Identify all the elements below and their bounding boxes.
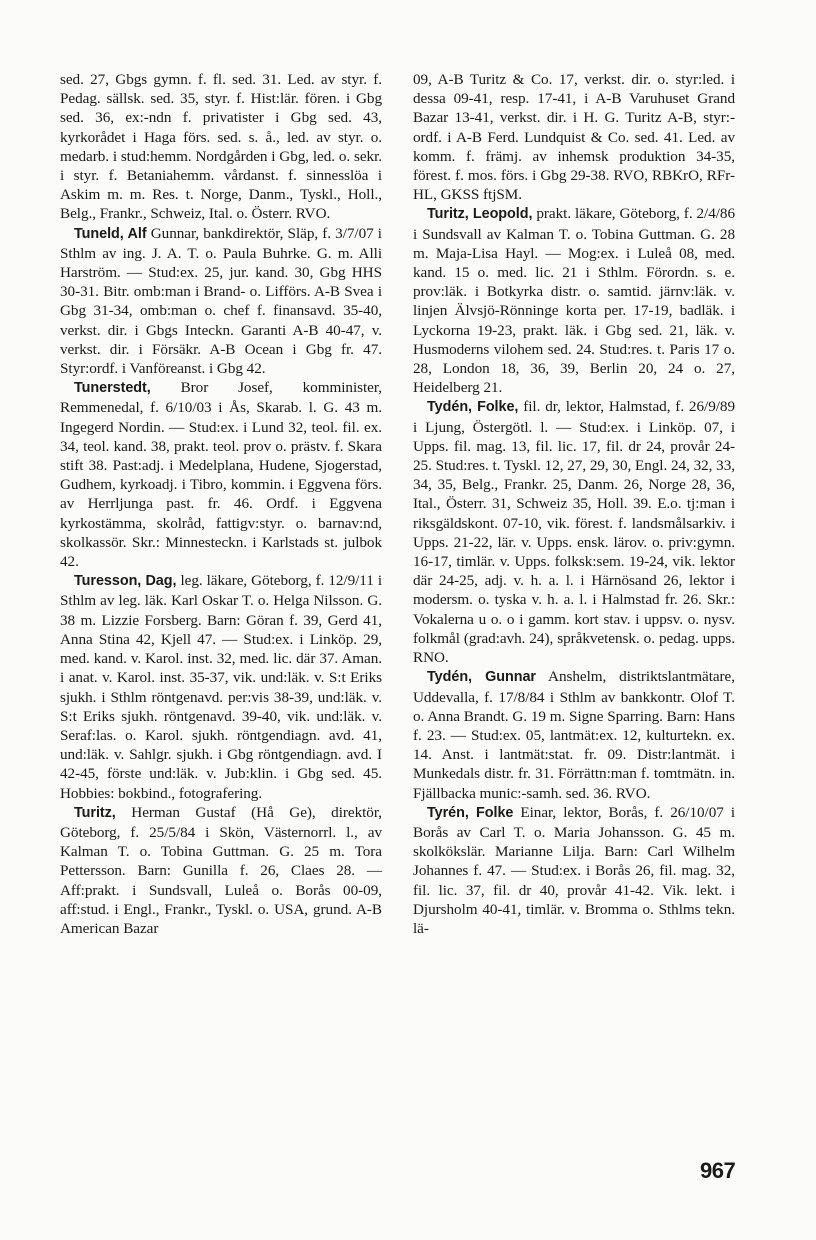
entry-name: Turitz, Leopold,: [427, 206, 533, 223]
entry-name: Turesson, Dag,: [74, 573, 177, 590]
entry-name: Tunerstedt,: [74, 380, 151, 397]
entry-text: 09, A-B Turitz & Co. 17, verkst. dir. o. styr:led. i dessa 09-41, resp. 17-41, i A-B Varuhuset Grand Bazar 13-41, verkst. dir. i H. G. Turitz A-B, styr:-ordf. i A-B Ferd. Lundquist & Co. sed. 41. Led. av komm. f. främj. av inhemsk produktion 34-35, förest. f. mos. förs. i Gbg 29-38. RVO, RBKrO, RFr-HL, GKSS ftjSM.: [413, 71, 735, 204]
entry-turesson: [60, 571, 382, 802]
left-column: [60, 70, 382, 938]
entry-text: fil. dr, lektor, Halmstad, f. 26/9/89 i Ljung, Östergötl. l. — Stud:ex. i Linköp. 07, i Upps. fil. mag. 13, fil. lic. 17, fil. dr 24, provår 24-25. Stud:res. t. Tyskl. 12, 27, 29, 30, Engl. 24, 32, 33, 34, 35, Belg., Frankr. 25, Danm. 26, Norge 28, 36, Ital., Österr. 31, Schweiz 35, Holl. 39. E.o. tj:man i riksgäldskont. 07-10, vik. förest. f. landsmålsarkiv. i Upps. 21-22, lär. v. Upps. ensk. lärov. o. priv:gymn. 16-17, timlär. v. Upps. folksk:sem. 19-24, vik. lektor där 24-25, adj. v. h. a. l. i Härnösand 26, lektor i modersm. o. tyska v. h. a. l. i Halmstad fr. 26. Skr.: Vokalerna u o. o i gamm. kort stav. i uppsv. o. nysv. folkmål (grad:avh. 24), språkvetensk. o. pedag. upps. RNO.: [413, 398, 735, 667]
entry-name: Tyrén, Folke: [427, 804, 514, 821]
entry-text: Gunnar, bankdirektör, Släp, f. 3/7/07 i Sthlm av ing. J. A. T. o. Paula Buhrke. G. m. Alli Harström. — Stud:ex. 25, jur. kand. 30, Gbg HHS 30-31. Bitr. omb:man i Brand- o. Lifförs. A-B Svea i Gbg 31-34, omb:man o. chef f. finansavd. 35-40, verkst. dir. i Gbgs Inteckn. Garanti A-B 40-47, v. verkst. dir. i Försäkr. A-B Ocean i Gbg fr. 47. Styr:ordf. i Vanföreanst. i Gbg 42.: [60, 224, 382, 378]
entry-tyden-gunnar: [413, 667, 735, 802]
entry-text: Herman Gustaf (Hå Ge), direktör, Göteborg, f. 25/5/84 i Skön, Västernorrl. l., av Kalman T. o. Tobina Guttman. G. 25 m. Tora Pettersson. Barn: Gunilla f. 26, Claes 28. — Aff:prakt. i Sundsvall, Luleå o. Borås 00-09, aff:stud. i Engl., Frankr., Tyskl. o. USA, grund. A-B American Bazar: [60, 803, 382, 937]
entry-tuneld: [60, 224, 382, 379]
entry-text: Anshelm, distriktslantmätare, Uddevalla, f. 17/8/84 i Sthlm av bankkontr. Olof T. o. Anna Brandt. G. 19 m. Signe Sparring. Barn: Hans f. 23. — Stud:ex. 05, lantmät:ex. 12, kulturtekn. ex. 14. Anst. i lantmät:stat. fr. 09. Distr:lantmät. i Munkedals distr. fr. 31. Förrättn:man f. tomtmätn. in. Fjällbacka munic:-samh. sed. 36. RVO.: [413, 668, 735, 802]
entry-text: prakt. läkare, Göteborg, f. 2/4/86 i Sundsvall av Kalman T. o. Tobina Guttman. G. 28 m. Maja-Lisa Hayl. — Mog:ex. i Luleå 08, med. kand. 15 o. med. lic. 21 i Sthlm. Förordn. s. e. prov:läk. i Botkyrka distr. o. samtid. järnv:läk. v. linjen Älvsjö-Rönninge korta per. 17-19, badläk. i Lyckorna 19-23, prakt. läk. i Gbg sed. 21, läk. v. Husmoderns vilohem sed. 24. Stud:res. t. Paris 17 o. 28, London 18, 36, 39, Berlin 20, 24 o. 27, Heidelberg 21.: [413, 205, 736, 397]
entry-turitz-leopold: [413, 204, 735, 397]
entry-continuation: [413, 70, 735, 204]
entry-text: Einar, lektor, Borås, f. 26/10/07 i Borås av Carl T. o. Maria Johansson. G. 45 m. skolkökslär. Marianne Lilja. Barn: Carl Wilhelm Johannes f. 47. — Stud:ex. i Borås 26, fil. mag. 32, fil. lic. 37, fil. dr 40, provår 41-42. Vik. lekt. i Djursholm 40-41, timlär. v. Bromma o. Sthlms tekn. lä-: [413, 803, 735, 937]
entry-name: Tydén, Gunnar: [427, 669, 536, 686]
page-number: 967: [700, 1158, 736, 1183]
entry-tyren-folke: [413, 803, 735, 938]
entry-tunerstedt: [60, 378, 382, 571]
entry-continuation: [60, 70, 382, 224]
entry-name: Tuneld, Alf: [74, 225, 147, 242]
entry-text: leg. läkare, Göteborg, f. 12/9/11 i Sthlm av leg. läk. Karl Oskar T. o. Helga Nilsson. G. 38 m. Lizzie Forsberg. Barn: Göran f. 39, Gerd 41, Anna Stina 42, Kjell 47. — Stud:ex. i Linköp. 29, med. kand. v. Karol. inst. 32, med. lic. där 37. Aman. i anat. v. Karol. inst. 35-37, vik. und:läk. v. S:t Eriks sjukh. i Sthlm röntgenavd. per:vis 38-39, und:läk. v. S:t Eriks sjukh. röntgenavd. 39-40, vik. und:läk. v. Seraf:las. o. Karol. sjukh. röntgendiagn. avd. 41, und:läk. v. Sahlgr. sjukh. i Gbg röntgendiagn. avd. I 42-45, förste und:läk. v. Jub:klin. i Gbg sed. 45. Hobbies: bokbind., fotografering.: [60, 572, 383, 802]
right-column: [413, 70, 735, 938]
entry-turitz-herman: [60, 803, 382, 938]
entry-text: sed. 27, Gbgs gymn. f. fl. sed. 31. Led. av styr. f. Pedag. sällsk. sed. 35, styr. f. Hist:lär. fören. i Gbg sed. 36, ex:-ndn f. privatister i Gbg sed. 43, kyrkorådet i Haga förs. sed. s. å., led. av styr. o. medarb. i stud:hemm. Nordgården i Gbg, led. o. sekr. i styr. f. Betaniahemm. vårdanst. f. sinnesslöa i Askim m. m. Res. t. Norge, Danm., Tyskl., Holl., Belg., Frankr., Schweiz, Ital. o. Österr. RVO.: [60, 71, 382, 223]
entry-tyden-folke: [413, 397, 735, 667]
entry-text: Bror Josef, komminister, Remmenedal, f. 6/10/03 i Ås, Skarab. l. G. 43 m. Ingegerd Nordin. — Stud:ex. i Lund 32, teol. fil. ex. 34, teol. kand. 38, prakt. teol. prov o. prästv. f. Skara stift 38. Past:adj. i Medelplana, Hudene, Sjogerstad, Gudhem, kyrkoadj. i Tibro, kommin. i Eggvena förs. av Herrljunga past. fr. 46. Ordf. i Eggvena kyrkostämma, skolråd, fattigv:styr. o. barnav:nd, skolkassör. Skr.: Minnesteckn. i Karlstads st. julbok 42.: [60, 379, 382, 571]
entry-name: Turitz,: [74, 804, 116, 821]
entry-name: Tydén, Folke,: [427, 399, 519, 416]
